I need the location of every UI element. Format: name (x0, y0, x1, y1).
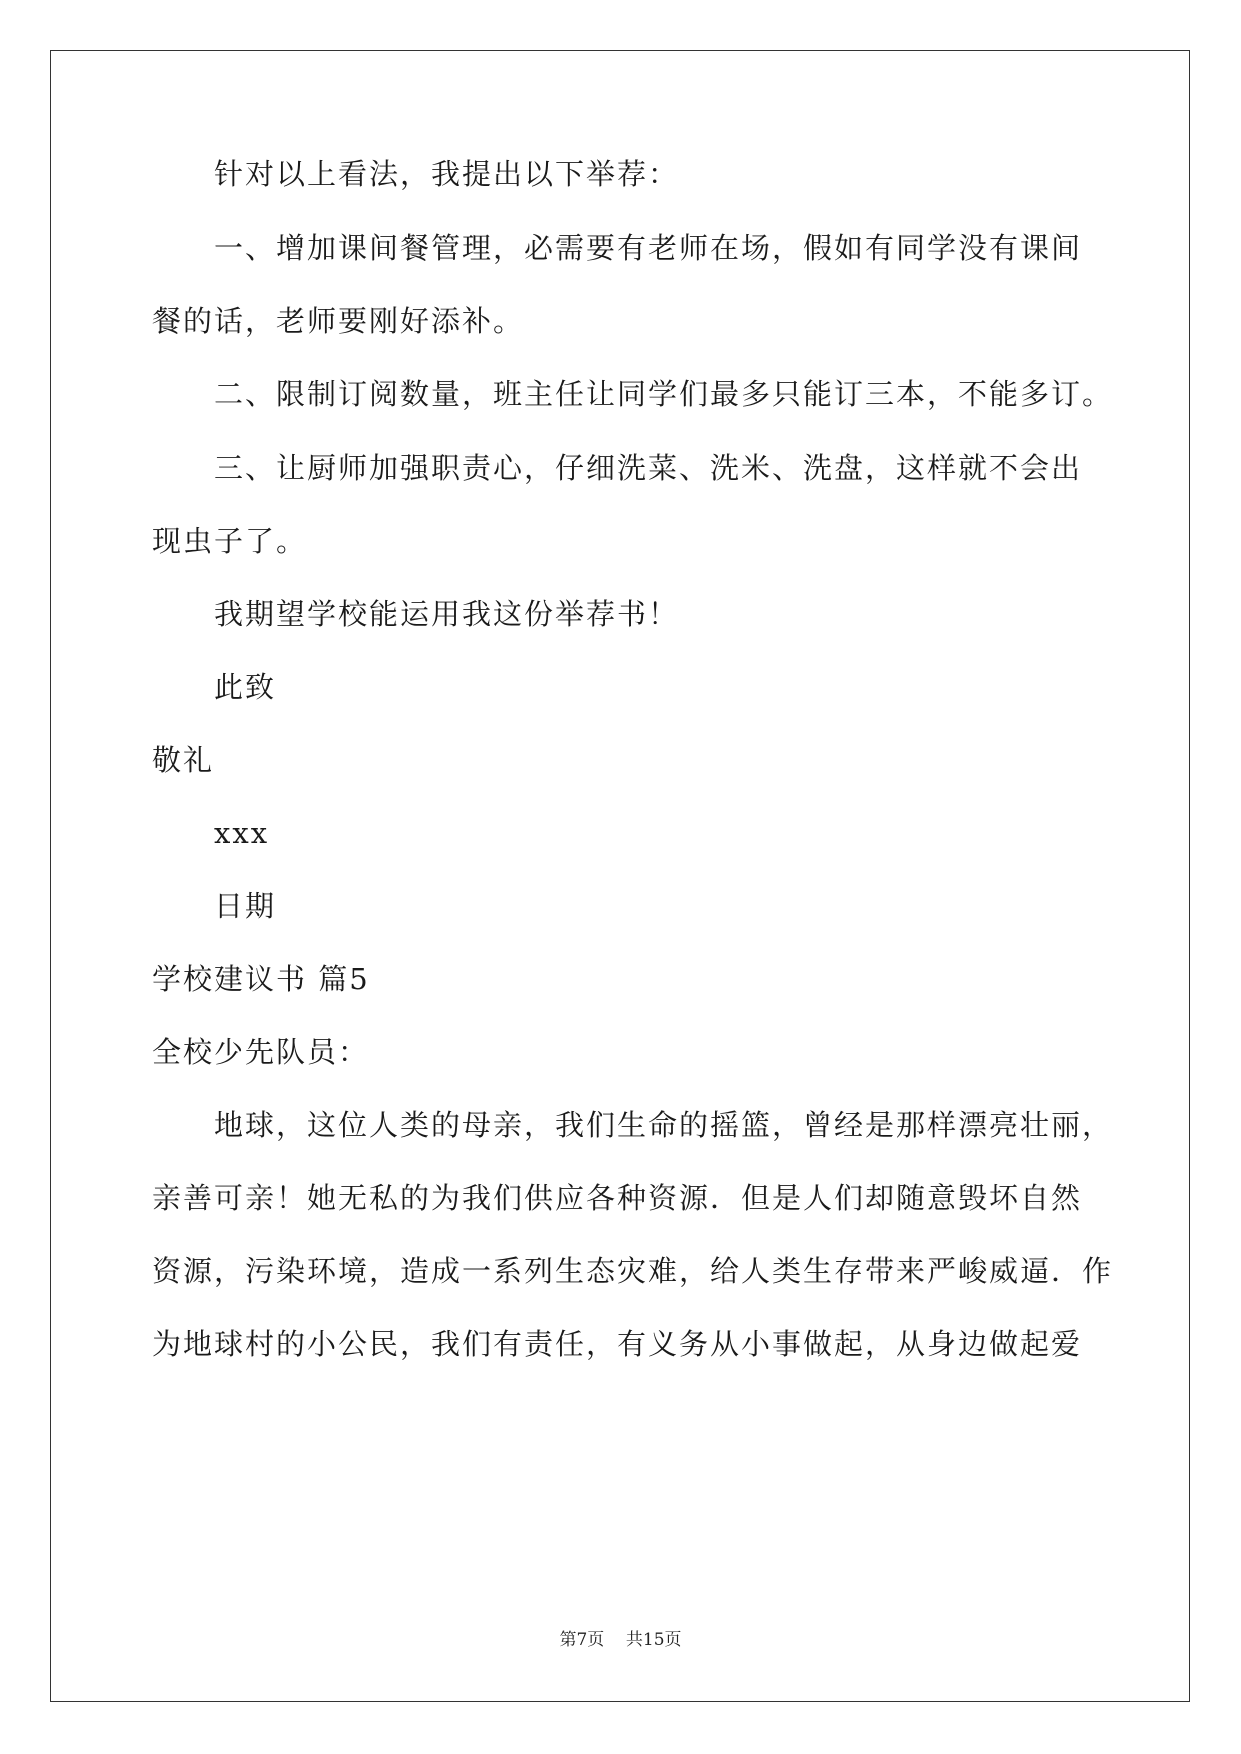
paragraph-line: 三、让厨师加强职责心，仔细洗菜、洗米、洗盘，这样就不会出 (214, 451, 1083, 485)
paragraph-line: 为地球村的小公民，我们有责任，有义务从小事做起，从身边做起爱 (152, 1327, 1083, 1361)
paragraph-line: 我期望学校能运用我这份举荐书！ (214, 597, 680, 631)
paragraph-line: 地球，这位人类的母亲，我们生命的摇篮，曾经是那样漂亮壮丽， (214, 1108, 1114, 1142)
paragraph-line: 针对以上看法，我提出以下举荐： (214, 157, 680, 191)
paragraph-line: 二、限制订阅数量，班主任让同学们最多只能订三本，不能多订。 (214, 377, 1114, 411)
paragraph-line: 现虫子了。 (152, 524, 308, 558)
paragraph-line: 资源，污染环境，造成一系列生态灾难，给人类生存带来严峻威逼．作 (152, 1254, 1114, 1288)
closing-line: 敬礼 (152, 743, 215, 777)
paragraph-line: 一、增加课间餐管理，必需要有老师在场，假如有同学没有课间 (214, 231, 1083, 265)
salutation: 全校少先队员： (152, 1035, 370, 1069)
page-total: 共15页 (625, 1630, 682, 1650)
page-footer (0, 1628, 1241, 1652)
signature: xxx (214, 816, 270, 850)
closing-line: 此致 (214, 670, 277, 704)
date-line: 日期 (214, 889, 277, 923)
paragraph-line: 亲善可亲！她无私的为我们供应各种资源．但是人们却随意毁坏自然 (152, 1181, 1083, 1215)
paragraph-line: 餐的话，老师要刚好添补。 (152, 304, 525, 338)
page-border (50, 50, 1190, 1702)
page-number: 第7页 (559, 1630, 605, 1650)
section-heading: 学校建议书 篇5 (152, 962, 370, 996)
